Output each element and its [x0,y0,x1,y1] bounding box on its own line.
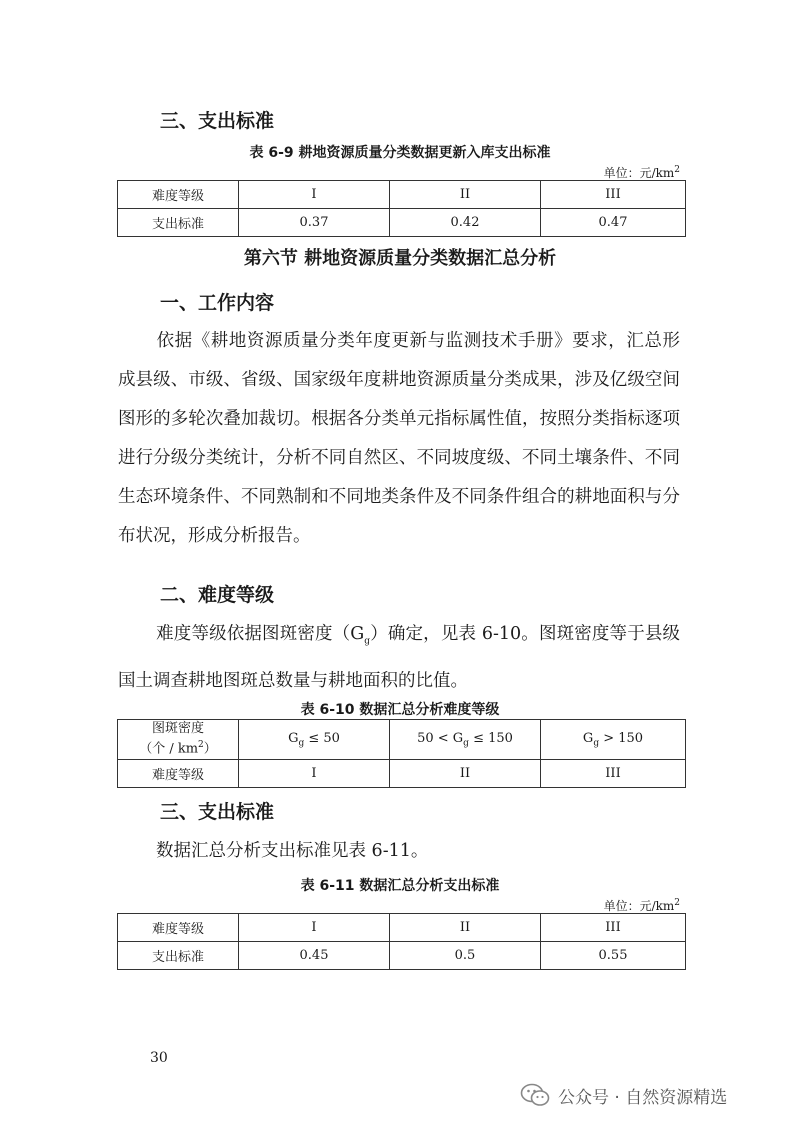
table-cell: II [390,760,541,788]
chapter-section-title: 第六节 耕地资源质量分类数据汇总分析 [243,248,557,269]
table-row [118,720,686,760]
table-cell: 0.37 [239,209,390,237]
table-6-10 [117,719,686,788]
table-cell: 难度等级 [118,181,239,209]
paragraph-expense: 数据汇总分析支出标准见表 6-11。 [156,841,429,861]
table-cell: II [390,181,541,209]
table-cell: $G_g > 150$ [541,720,686,760]
table-cell: I [239,914,390,942]
watermark [520,1082,727,1108]
table-6-11-unit: 单位：元$/km^2$ [603,898,680,913]
page-number: 30 [150,1050,168,1066]
watermark-text: 公众号 · 自然资源精选 [558,1087,728,1108]
table-cell: III [541,181,686,209]
table-cell: 0.5 [390,942,541,970]
table-cell: 难度等级 [118,914,239,942]
table-6-10-caption: 表 6-10 数据汇总分析难度等级 [300,702,500,718]
table-cell: III [541,760,686,788]
table-cell: $50 < G_g \le 150$ [390,720,541,760]
paragraph-work-content: 依据《耕地资源质量分类年度更新与监测技术手册》要求，汇总形成县级、市级、省级、国家级年度耕地资源质量分类成果，涉及亿级空间图形的多轮次叠加裁切。根据各分类单元指标属性值，按照分类指标逐项进行分级分类统计，分析不同自然区、不同坡度级、不同土壤条件、不同生态环境条件、不同熟制和不同地类条件及不同条件组合的耕地面积与分布状况，形成分析报告。 [118,331,680,546]
table-row [118,181,686,209]
table-row [118,209,686,237]
section-heading-work: 一、工作内容 [160,292,275,314]
table-row [118,942,686,970]
table-cell: I [239,181,390,209]
section-heading-expense-2: 三、支出标准 [160,801,275,823]
table-cell: 难度等级 [118,760,239,788]
table-6-9 [117,180,686,237]
table-6-11 [117,913,686,970]
table-cell: 0.47 [541,209,686,237]
table-cell: I [239,760,390,788]
table-row [118,914,686,942]
section-heading-difficulty: 二、难度等级 [160,584,275,606]
table-cell: III [541,914,686,942]
wechat-icon [520,1082,550,1108]
table-cell: 0.45 [239,942,390,970]
table-cell: 0.42 [390,209,541,237]
table-cell: II [390,914,541,942]
section-heading-expense-1: 三、支出标准 [160,110,275,132]
table-6-9-caption: 表 6-9 耕地资源质量分类数据更新入库支出标准 [249,145,551,161]
table-header-cell: 图斑密度 （个 / $km^2$） [118,720,239,760]
table-cell: 0.55 [541,942,686,970]
paragraph-difficulty: 难度等级依据图斑密度$(G_g)$确定，见表 6-10。图斑密度等于县级国土调查耕地图斑总数量与耕地面积的比值。 [118,624,680,691]
table-cell: $G_g \le 50$ [239,720,390,760]
table-6-9-unit: 单位：元$/km^2$ [603,165,680,180]
table-6-11-caption: 表 6-11 数据汇总分析支出标准 [300,878,500,894]
table-cell: 支出标准 [118,209,239,237]
table-cell: 支出标准 [118,942,239,970]
table-row [118,760,686,788]
